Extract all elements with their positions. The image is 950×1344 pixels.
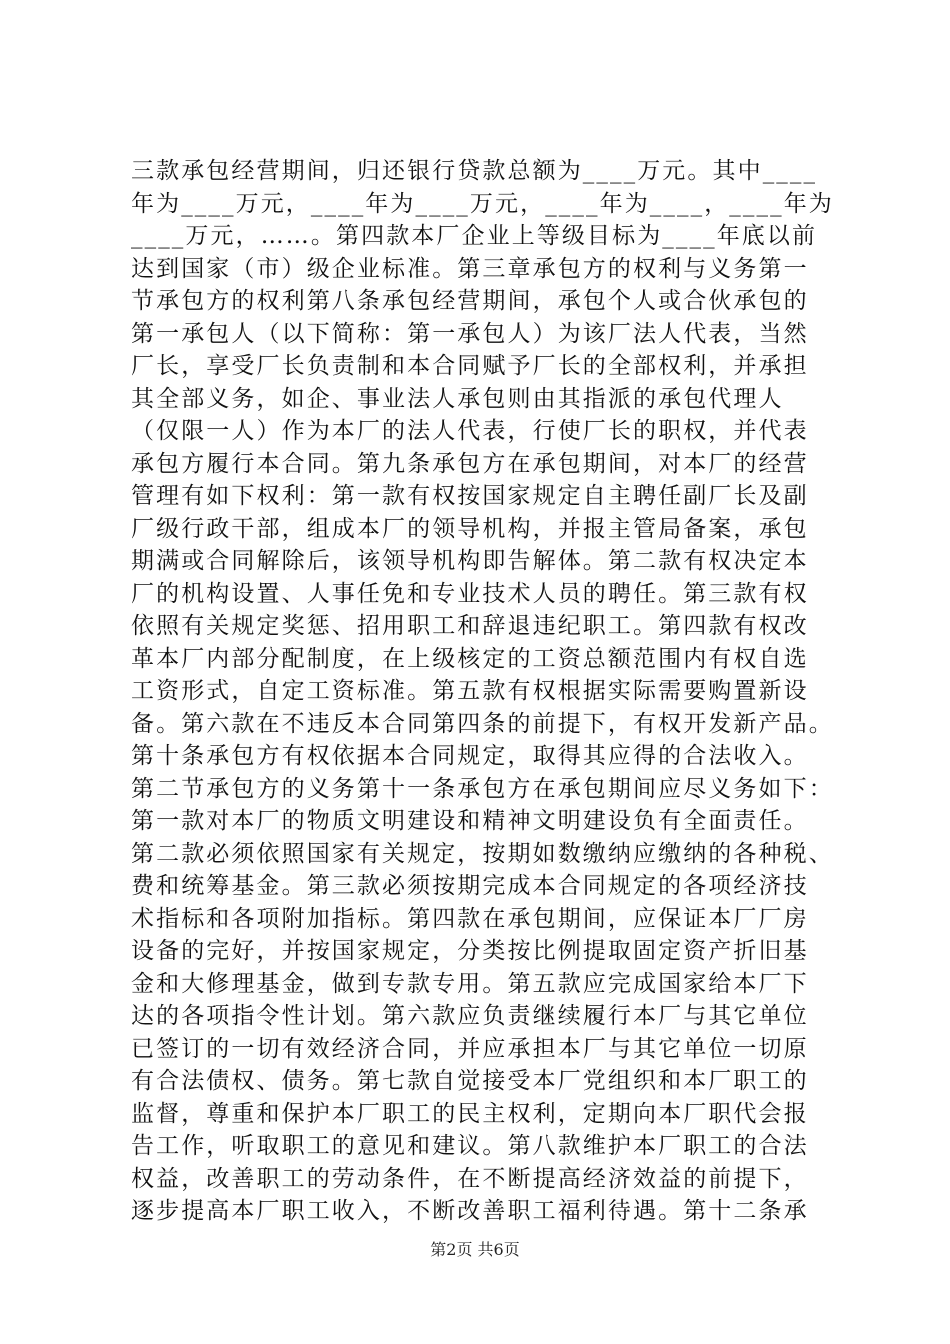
text-line: 第二款必须依照国家有关规定，按期如数缴纳应缴纳的各种税、 [131, 840, 834, 867]
text-line: 设备的完好，并按国家规定，分类按比例提取固定资产折旧基 [131, 938, 809, 964]
text-line: 依照有关规定奖惩、招用职工和辞退违纪职工。第四款有权改 [131, 613, 809, 639]
text-line: 厂长，享受厂长负责制和本合同赋予厂长的全部权利，并承担 [131, 353, 809, 379]
text-line: 达到国家（市）级企业标准。第三章承包方的权利与义务第一 [131, 255, 809, 282]
text-line: 备。第六款在不违反本合同第四条的前提下，有权开发新产品。 [131, 710, 834, 737]
text-line: 第二节承包方的义务第十一条承包方在承包期间应尽义务如下： [131, 775, 834, 802]
text-line: （仅限一人）作为本厂的法人代表，行使厂长的职权，并代表 [131, 418, 809, 444]
text-line: 三款承包经营期间，归还银行贷款总额为____万元。其中____ [131, 158, 818, 184]
text-line: ____万元，……。第四款本厂企业上等级目标为____年底以前 [131, 223, 818, 249]
text-line: 革本厂内部分配制度，在上级核定的工资总额范围内有权自选 [131, 645, 809, 672]
text-line: 期满或合同解除后，该领导机构即告解体。第二款有权决定本 [131, 548, 809, 574]
text-line: 第一款对本厂的物质文明建设和精神文明建设负有全面责任。 [131, 808, 809, 834]
text-line: 其全部义务，如企、事业法人承包则由其指派的承包代理人 [131, 385, 784, 412]
text-line: 节承包方的权利第八条承包经营期间，承包个人或合伙承包的 [131, 288, 809, 314]
page-footer: 第2页 共6页 [430, 1240, 520, 1259]
text-line: 告工作，听取职工的意见和建议。第八款维护本厂职工的合法 [131, 1133, 809, 1159]
text-line: 有合法债权、债务。第七款自觉接受本厂党组织和本厂职工的 [131, 1068, 809, 1094]
text-line: 费和统筹基金。第三款必须按期完成本合同规定的各项经济技 [131, 873, 809, 899]
text-line: 金和大修理基金，做到专款专用。第五款应完成国家给本厂下 [131, 970, 809, 997]
text-line: 厂的机构设置、人事任免和专业技术人员的聘任。第三款有权 [131, 580, 809, 607]
text-line: 承包方履行本合同。第九条承包方在承包期间，对本厂的经营 [131, 450, 809, 477]
text-line: 达的各项指令性计划。第六款应负责继续履行本厂与其它单位 [131, 1003, 809, 1029]
text-line: 已签订的一切有效经济合同，并应承担本厂与其它单位一切原 [131, 1035, 809, 1062]
text-line: 厂级行政干部，组成本厂的领导机构，并报主管局备案，承包 [131, 515, 809, 542]
text-line: 工资形式，自定工资标准。第五款有权根据实际需要购置新设 [131, 678, 809, 704]
text-line: 第一承包人（以下简称：第一承包人）为该厂法人代表，当然 [131, 320, 809, 347]
text-line: 年为____万元，____年为____万元，____年为____，____年为 [131, 190, 834, 217]
text-line: 管理有如下权利：第一款有权按国家规定自主聘任副厂长及副 [131, 483, 809, 509]
text-line: 权益，改善职工的劳动条件，在不断提高经济效益的前提下， [131, 1165, 809, 1192]
body-text [131, 155, 834, 1228]
text-line: 逐步提高本厂职工收入，不断改善职工福利待遇。第十二条承 [131, 1198, 809, 1224]
text-line: 监督，尊重和保护本厂职工的民主权利，定期向本厂职代会报 [131, 1100, 809, 1127]
text-line: 第十条承包方有权依据本合同规定，取得其应得的合法收入。 [131, 743, 809, 769]
text-line: 术指标和各项附加指标。第四款在承包期间，应保证本厂厂房 [131, 905, 809, 932]
